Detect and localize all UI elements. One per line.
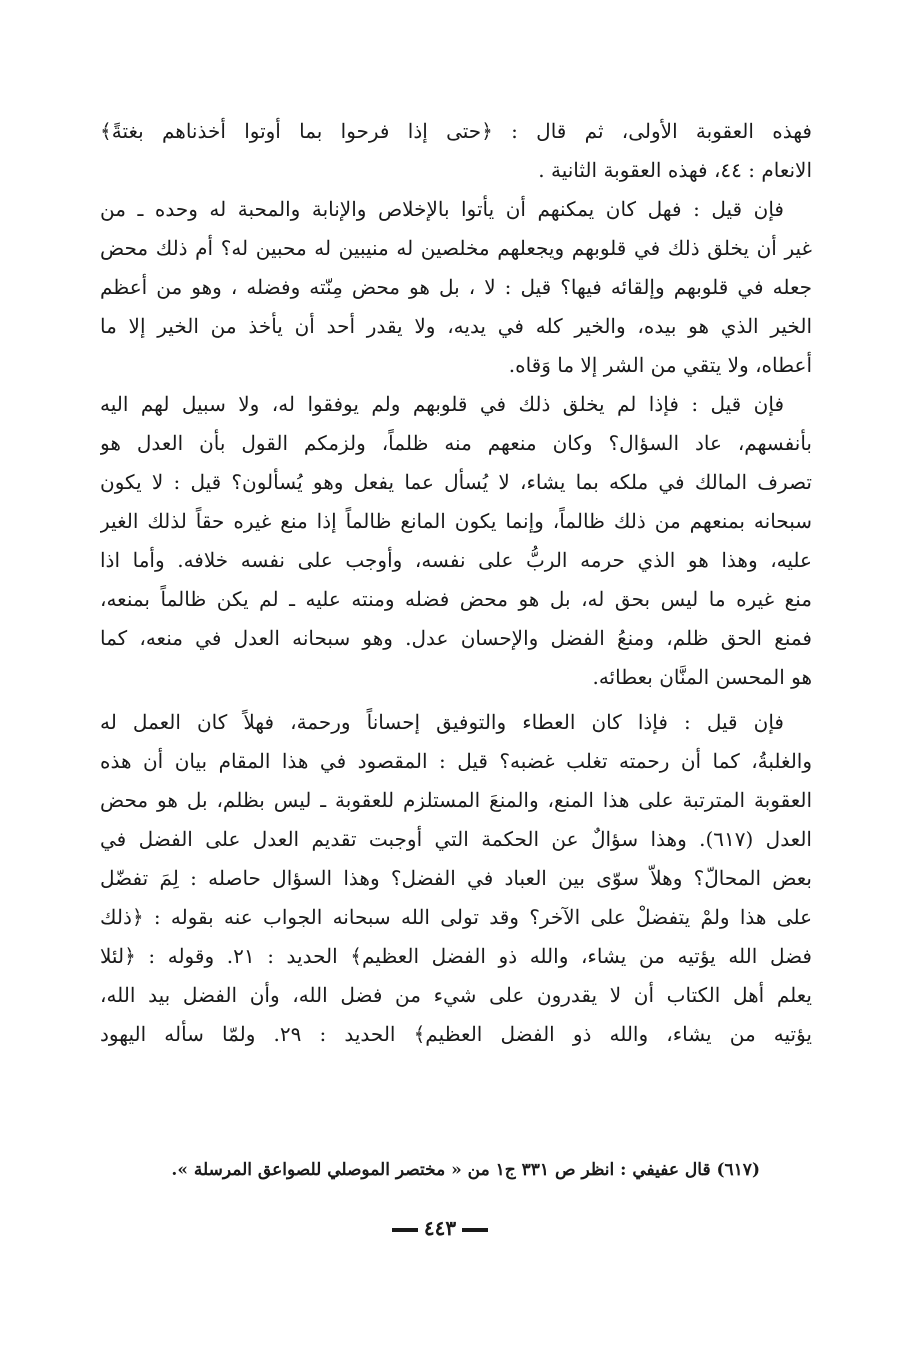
text-line: تصرف المالك في ملكه بما يشاء، لا يُسأل عما يفعل وهو يُسألون؟ قيل : لا يكون xyxy=(100,470,812,494)
text-line: فمنع الحق ظلم، ومنعُ الفضل والإحسان عدل. وهو سبحانه العدل في منعه، كما xyxy=(100,626,812,650)
text-line: الانعام : ٤٤، فهذه العقوبة الثانية . xyxy=(538,158,812,182)
text-line: العدل (٦١٧). وهذا سؤالٌ عن الحكمة التي أوجبت تقديم العدل على الفضل في xyxy=(100,827,812,851)
text-line: أعطاه، ولا يتقي من الشر إلا ما وَقاه. xyxy=(508,353,812,377)
text-line: فإن قيل : فإذا لم يخلق ذلك في قلوبهم ولم يوفقوا له، ولا سبيل لهم اليه xyxy=(100,392,784,416)
paragraph-1 xyxy=(100,112,812,190)
page-number-value: ٤٤٣ xyxy=(423,1216,457,1240)
text-line: بعض المحالّ؟ وهلاّ سوّى بين العباد في الفضل؟ وهذا السؤال حاصله : لِمَ تفضّل xyxy=(100,866,812,890)
text-line: العقوبة المترتبة على هذا المنع، والمنعَ المستلزم للعقوبة ـ ليس بظلم، بل هو محض xyxy=(100,788,812,812)
text-line: بأنفسهم، عاد السؤال؟ وكان منعهم منه ظلماً، ولزمكم القول بأن العدل هو xyxy=(100,431,812,455)
text-line: فإن قيل : فهل كان يمكنهم أن يأتوا بالإخلاص والإنابة والمحبة له وحده ـ من xyxy=(100,197,784,221)
text-line: يعلم أهل الكتاب أن لا يقدرون على شيء من فضل الله، وأن الفضل بيد الله، xyxy=(100,983,812,1007)
paragraph-3 xyxy=(100,385,812,697)
text-line: على هذا ولمْ يتفضلْ على الآخر؟ وقد تولى الله سبحانه الجواب عنه بقوله : ﴿ذلك xyxy=(100,905,812,929)
page-body xyxy=(100,112,812,1054)
text-line: جعله في قلوبهم وإلقائه فيها؟ قيل : لا ، بل هو محض مِنّته وفضله ، وهو من أعظم xyxy=(100,275,812,299)
text-line: فضل الله يؤتيه من يشاء، والله ذو الفضل العظيم﴾ الحديد : ٢١. وقوله : ﴿لئلا xyxy=(100,944,812,968)
dash-decoration xyxy=(392,1228,418,1232)
paragraph-4 xyxy=(100,703,812,1054)
dash-decoration xyxy=(462,1228,488,1232)
text-line: غير أن يخلق ذلك في قلوبهم ويجعلهم مخلصين له منيبين له محبين له؟ أم ذلك محض xyxy=(100,236,812,260)
text-line: منع غيره ما ليس بحق له، بل هو محض فضله ومنته عليه ـ لم يكن ظالماً بمنعه، xyxy=(100,587,812,611)
text-line: والغلبةُ، كما أن رحمته تغلب غضبه؟ قيل : المقصود في هذا المقام بيان أن هذه xyxy=(100,749,812,773)
text-line: فإن قيل : فإذا كان العطاء والتوفيق إحساناً ورحمة، فهلاً كان العمل له xyxy=(100,710,784,734)
paragraph-2 xyxy=(100,190,812,385)
text-line: يؤتيه من يشاء، والله ذو الفضل العظيم﴾ الحديد : ٢٩. ولمّا سأله اليهود xyxy=(100,1022,812,1046)
text-line: عليه، وهذا هو الذي حرمه الربُّ على نفسه، وأوجب على نفسه خلافه. وأما اذا xyxy=(100,548,812,572)
text-line: الخير الذي هو بيده، والخير كله في يديه، ولا يقدر أحد أن يأخذ من الخير إلا ما xyxy=(100,314,812,338)
page-number xyxy=(370,1208,510,1248)
text-line: فهذه العقوبة الأولى، ثم قال : ﴿حتى إذا فرحوا بما أوتوا أخذناهم بغتةً﴾ xyxy=(100,119,812,143)
footnote: (٦١٧) قال عفيفي : انظر ص ٣٣١ ج١ من « مختصر الموصلي للصواعق المرسلة ». xyxy=(171,1160,760,1180)
text-line: سبحانه بمنعهم من ذلك ظالماً، وإنما يكون المانع ظالماً إذا منع غيره حقاً لذلك الغير xyxy=(100,509,812,533)
text-line: هو المحسن المنَّان بعطائه. xyxy=(592,665,812,689)
